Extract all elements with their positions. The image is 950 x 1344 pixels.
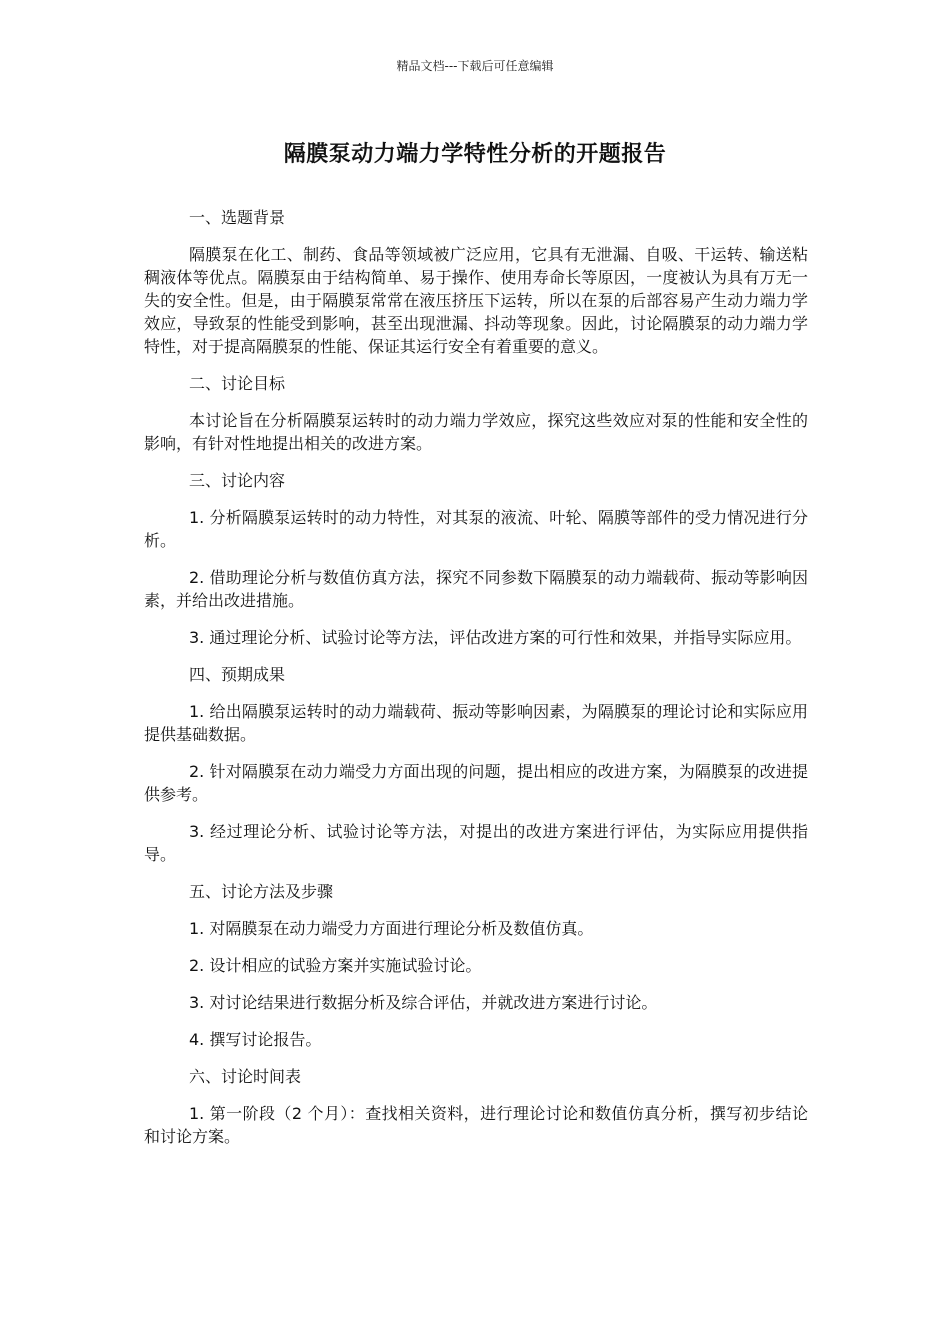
paragraph: 本讨论旨在分析隔膜泵运转时的动力端力学效应，探究这些效应对泵的性能和安全性的影响，有针对性地提出相关的改进方案。 — [144, 411, 808, 453]
list-item: 1. 给出隔膜泵运转时的动力端载荷、振动等影响因素，为隔膜泵的理论讨论和实际应用提供基础数据。 — [144, 702, 808, 744]
section-heading: 三、讨论内容 — [189, 471, 286, 490]
list-item: 3. 经过理论分析、试验讨论等方法，对提出的改进方案进行评估，为实际应用提供指导。 — [144, 822, 808, 864]
document-body — [144, 206, 808, 1162]
section-heading: 六、讨论时间表 — [189, 1067, 302, 1086]
section-heading: 五、讨论方法及步骤 — [189, 882, 334, 901]
document-title: 隔膜泵动力端力学特性分析的开题报告 — [283, 142, 667, 167]
list-item: 1. 对隔膜泵在动力端受力方面进行理论分析及数值仿真。 — [189, 919, 594, 938]
list-item: 1. 第一阶段（2 个月）：查找相关资料，进行理论讨论和数值仿真分析，撰写初步结论和讨论方案。 — [144, 1104, 808, 1146]
section — [144, 372, 808, 455]
section-heading: 四、预期成果 — [189, 665, 286, 684]
list-item: 4. 撰写讨论报告。 — [189, 1030, 322, 1049]
section — [144, 663, 808, 866]
list-item: 2. 设计相应的试验方案并实施试验讨论。 — [189, 956, 482, 975]
paragraph: 隔膜泵在化工、制药、食品等领域被广泛应用，它具有无泄漏、自吸、干运转、输送粘稠液体等优点。隔膜泵由于结构简单、易于操作、使用寿命长等原因，一度被认为具有万无一失的安全性。但是，由于隔膜泵常常在液压挤压下运转，所以在泵的后部容易产生动力端力学效应，导致泵的性能受到影响，甚至出现泄漏、抖动等现象。因此，讨论隔膜泵的动力端力学特性，对于提高隔膜泵的性能、保证其运行安全有着重要的意义。 — [144, 245, 808, 356]
list-item: 3. 通过理论分析、试验讨论等方法，评估改进方案的可行性和效果，并指导实际应用。 — [189, 628, 802, 647]
list-item: 3. 对讨论结果进行数据分析及综合评估，并就改进方案进行讨论。 — [189, 993, 658, 1012]
section-heading: 二、讨论目标 — [189, 374, 286, 393]
section-heading: 一、选题背景 — [189, 208, 286, 227]
page-header: 精品文档---下载后可任意编辑 — [396, 59, 554, 73]
list-item: 1. 分析隔膜泵运转时的动力特性，对其泵的液流、叶轮、隔膜等部件的受力情况进行分析。 — [144, 508, 808, 550]
section — [144, 1065, 808, 1148]
section — [144, 206, 808, 358]
list-item: 2. 借助理论分析与数值仿真方法，探究不同参数下隔膜泵的动力端载荷、振动等影响因素，并给出改进措施。 — [144, 568, 808, 610]
list-item: 2. 针对隔膜泵在动力端受力方面出现的问题，提出相应的改进方案，为隔膜泵的改进提供参考。 — [144, 762, 808, 804]
section — [144, 469, 808, 649]
section — [144, 880, 808, 1051]
